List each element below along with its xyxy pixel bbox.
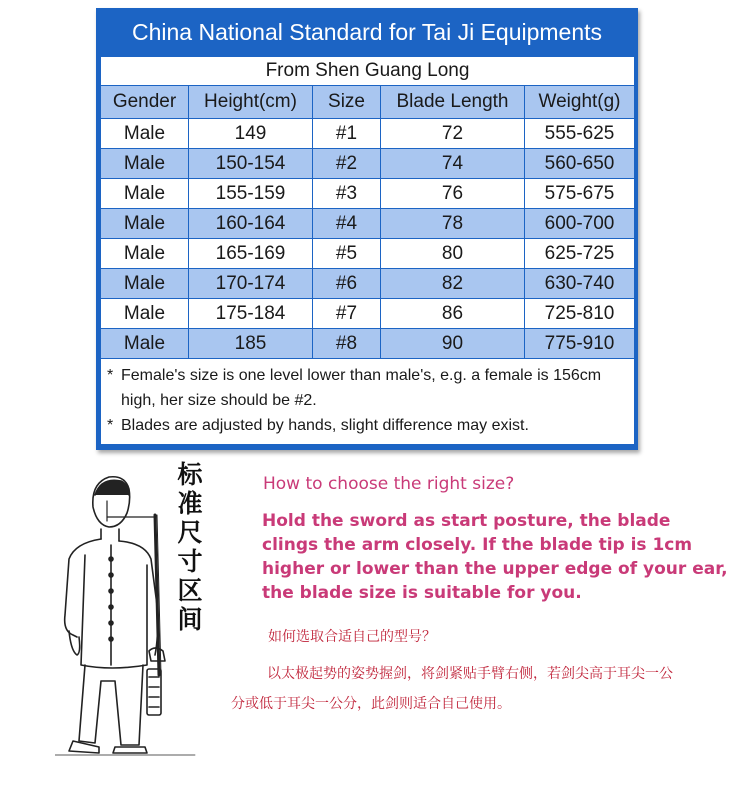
cell-blade-length: 72 bbox=[381, 119, 525, 149]
table-row bbox=[101, 119, 635, 149]
cell-weight: 775-910 bbox=[525, 329, 635, 359]
cell-gender: Male bbox=[101, 329, 189, 359]
table-body bbox=[101, 119, 635, 359]
cell-size: #6 bbox=[313, 269, 381, 299]
standard-size-range-label bbox=[173, 460, 207, 634]
cell-size: #8 bbox=[313, 329, 381, 359]
cell-size: #7 bbox=[313, 299, 381, 329]
cell-blade-length: 74 bbox=[381, 149, 525, 179]
size-question-english: How to choose the right size? bbox=[263, 474, 515, 494]
size-chart bbox=[96, 8, 638, 450]
note-text: Blades are adjusted by hands, slight difference may exist. bbox=[121, 417, 529, 434]
cell-weight: 625-725 bbox=[525, 239, 635, 269]
cell-blade-length: 76 bbox=[381, 179, 525, 209]
column-header-height: Height(cm) bbox=[189, 86, 313, 119]
note-text: Female's size is one level lower than male's, e.g. a female is 156cm high, her size should be #2. bbox=[121, 367, 602, 409]
size-instructions-chinese: 以太极起势的姿势握剑，将剑紧贴手臂右侧，若剑尖高于耳尖一公分或低于耳尖一公分，此剑则适合自己使用。 bbox=[231, 666, 673, 712]
table-row bbox=[101, 329, 635, 359]
header-row bbox=[101, 86, 635, 119]
cell-blade-length: 86 bbox=[381, 299, 525, 329]
cell-blade-length: 90 bbox=[381, 329, 525, 359]
cell-size: #2 bbox=[313, 149, 381, 179]
cell-size: #1 bbox=[313, 119, 381, 149]
notes-cell bbox=[101, 359, 635, 445]
cell-size: #4 bbox=[313, 209, 381, 239]
cell-weight: 725-810 bbox=[525, 299, 635, 329]
cell-gender: Male bbox=[101, 149, 189, 179]
note-line bbox=[107, 363, 628, 413]
cell-size: #5 bbox=[313, 239, 381, 269]
cell-weight: 600-700 bbox=[525, 209, 635, 239]
label-char: 区 bbox=[177, 576, 203, 605]
note-bullet: * bbox=[107, 417, 114, 434]
table-row bbox=[101, 269, 635, 299]
cell-blade-length: 78 bbox=[381, 209, 525, 239]
label-char: 标 bbox=[177, 460, 203, 489]
label-char: 间 bbox=[177, 605, 203, 634]
cell-height: 155-159 bbox=[189, 179, 313, 209]
table-row bbox=[101, 149, 635, 179]
table-row bbox=[101, 239, 635, 269]
table-row bbox=[101, 299, 635, 329]
cell-height: 149 bbox=[189, 119, 313, 149]
cell-gender: Male bbox=[101, 239, 189, 269]
cell-gender: Male bbox=[101, 209, 189, 239]
table-row bbox=[101, 209, 635, 239]
cell-height: 170-174 bbox=[189, 269, 313, 299]
table-row bbox=[101, 179, 635, 209]
cell-weight: 630-740 bbox=[525, 269, 635, 299]
label-char: 尺 bbox=[177, 518, 203, 547]
cell-size: #3 bbox=[313, 179, 381, 209]
cell-weight: 560-650 bbox=[525, 149, 635, 179]
chart-title: China National Standard for Tai Ji Equipments bbox=[131, 19, 603, 45]
note-bullet: * bbox=[107, 367, 114, 384]
cell-height: 185 bbox=[189, 329, 313, 359]
cell-blade-length: 82 bbox=[381, 269, 525, 299]
table-subtitle: From Shen Guang Long bbox=[101, 57, 635, 86]
cell-height: 165-169 bbox=[189, 239, 313, 269]
size-question-chinese: 如何选取合适自己的型号？ bbox=[268, 629, 436, 645]
cell-weight: 575-675 bbox=[525, 179, 635, 209]
label-char: 准 bbox=[177, 489, 203, 518]
column-header-size: Size bbox=[313, 86, 381, 119]
size-instructions-english: Hold the sword as start posture, the blade clings the arm closely. If the blade tip is 1cm higher or lower than the upper edge of your ear, the blade size is suitable for you. bbox=[262, 511, 728, 603]
size-table bbox=[100, 56, 635, 445]
cell-gender: Male bbox=[101, 269, 189, 299]
cell-gender: Male bbox=[101, 179, 189, 209]
cell-blade-length: 80 bbox=[381, 239, 525, 269]
cell-height: 160-164 bbox=[189, 209, 313, 239]
label-char: 寸 bbox=[177, 547, 203, 576]
note-line bbox=[107, 413, 628, 438]
cell-gender: Male bbox=[101, 299, 189, 329]
column-header-blade-length: Blade Length bbox=[381, 86, 525, 119]
column-header-gender: Gender bbox=[101, 86, 189, 119]
cell-gender: Male bbox=[101, 119, 189, 149]
column-header-weight: Weight(g) bbox=[525, 86, 635, 119]
cell-height: 150-154 bbox=[189, 149, 313, 179]
cell-weight: 555-625 bbox=[525, 119, 635, 149]
cell-height: 175-184 bbox=[189, 299, 313, 329]
